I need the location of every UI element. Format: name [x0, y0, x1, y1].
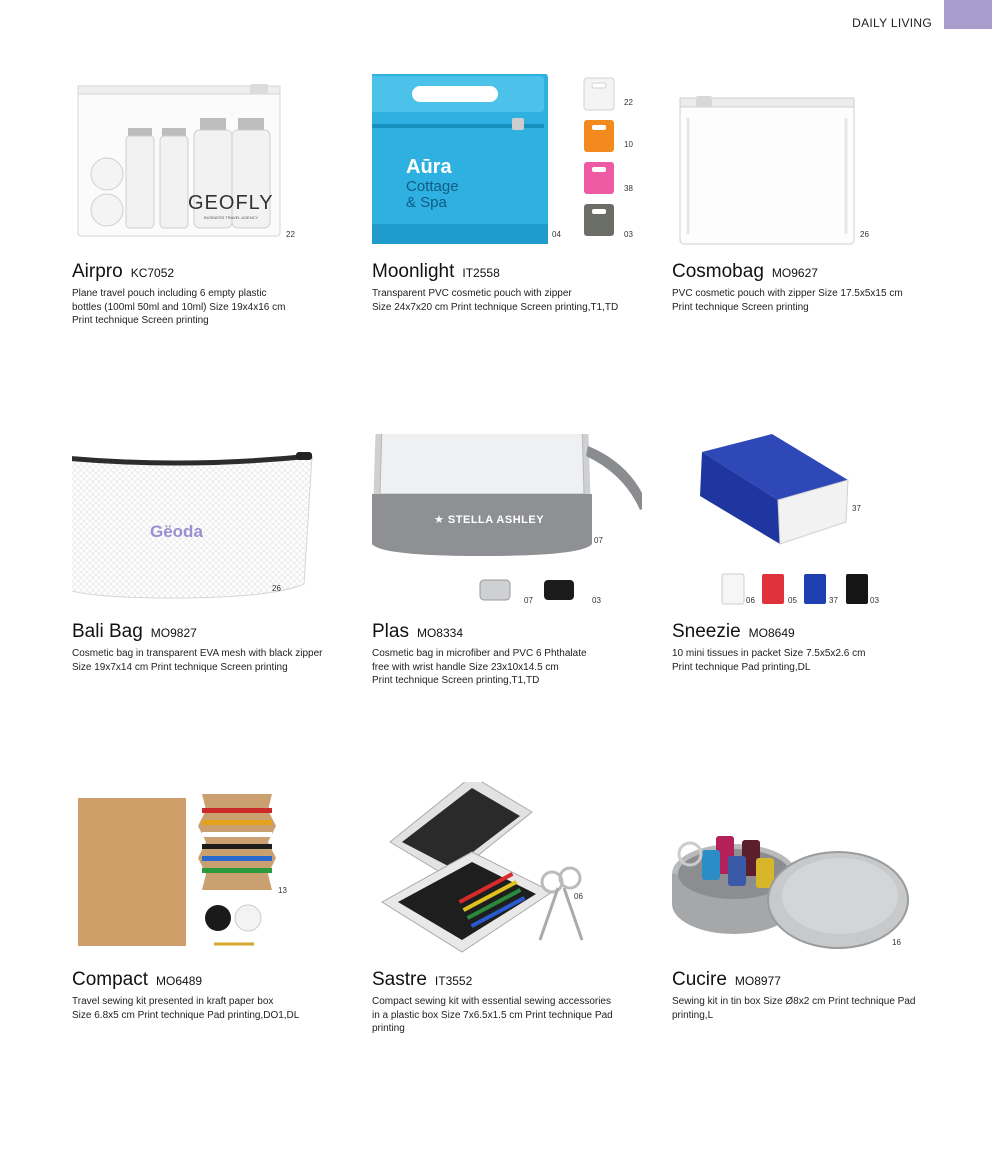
- product-description: [372, 647, 634, 688]
- product-image: [672, 74, 942, 254]
- star-icon: ★: [434, 514, 448, 526]
- desc-line: Transparent PVC cosmetic pouch with zipper: [372, 288, 572, 299]
- desc-line: Sewing kit in tin box Size Ø8x2 cm Print technique Pad: [672, 996, 916, 1007]
- sewing-kit-illustration: [72, 782, 342, 962]
- print-logo-text: STELLA ASHLEY: [447, 514, 545, 526]
- color-code: 22: [286, 230, 295, 239]
- product-title: [72, 262, 342, 283]
- color-code: 13: [278, 886, 287, 895]
- desc-line: free with wrist handle Size 23x10x14.5 cm: [372, 661, 559, 673]
- product-airpro[interactable]: [72, 74, 342, 328]
- print-logo: Gëoda: [150, 522, 203, 541]
- product-name: Airpro: [72, 261, 123, 282]
- product-title: [372, 970, 642, 991]
- product-code: MO8649: [748, 626, 795, 640]
- product-description: [72, 647, 334, 674]
- product-description: [672, 647, 934, 674]
- print-logo-sub: BUSINESS TRAVEL AGENCY: [204, 215, 259, 220]
- product-name: Bali Bag: [72, 621, 143, 642]
- color-code: 06: [574, 892, 583, 901]
- desc-line: Print technique Screen printing,T1,TD: [372, 675, 540, 686]
- desc-line: bottles (100ml 50ml and 10ml) Size 19x4x16 cm: [72, 301, 286, 313]
- color-code: 10: [624, 140, 633, 149]
- desc-line: Size 24x7x20 cm Print technique Screen printing,T1,TD: [372, 301, 619, 313]
- print-logo: [434, 513, 544, 526]
- product-code: MO9827: [150, 626, 197, 640]
- color-code: 07: [524, 596, 533, 605]
- product-description: [72, 287, 334, 328]
- desc-line: in a plastic box Size 7x6.5x1.5 cm Print technique Pad: [372, 1009, 613, 1021]
- product-title: [672, 262, 942, 283]
- desc-line: Print technique Screen printing: [672, 301, 809, 313]
- color-code: 37: [852, 504, 861, 513]
- color-code: 38: [624, 184, 633, 193]
- product-name: Compact: [72, 969, 149, 990]
- product-name: Plas: [372, 621, 409, 642]
- desc-line: Size 6.8x5 cm Print technique Pad printing,DO1,DL: [72, 1009, 300, 1021]
- desc-line: Size 19x7x14 cm Print technique Screen printing: [72, 661, 288, 673]
- desc-line: Print technique Screen printing: [72, 315, 209, 326]
- product-image: [672, 782, 942, 962]
- desc-line: Print technique Pad printing,DL: [672, 661, 811, 673]
- product-title: [72, 970, 342, 991]
- product-code: MO9627: [771, 266, 818, 280]
- product-code: IT2558: [462, 266, 500, 280]
- tissue-packet-illustration: [672, 434, 942, 614]
- product-title: [672, 622, 942, 643]
- desc-line: 10 mini tissues in packet Size 7.5x5x2.6 cm: [672, 648, 866, 659]
- product-description: [72, 995, 334, 1022]
- color-code: 05: [788, 596, 797, 605]
- product-description: [372, 287, 634, 314]
- color-code: 04: [552, 230, 561, 239]
- product-title: [372, 262, 642, 283]
- product-code: IT3552: [434, 974, 473, 988]
- color-code: 07: [594, 536, 603, 545]
- product-description: [372, 995, 634, 1036]
- product-image: [372, 434, 642, 614]
- section-tab: [944, 0, 992, 29]
- color-code: 06: [746, 596, 755, 605]
- print-logo: GEOFLY: [188, 192, 274, 214]
- product-name: Cucire: [672, 969, 727, 990]
- product-moonlight[interactable]: [372, 74, 642, 314]
- product-image: [372, 782, 642, 962]
- product-description: [672, 287, 934, 314]
- product-image: [72, 434, 342, 614]
- product-code: MO6489: [156, 974, 203, 988]
- desc-line: Cosmetic bag in transparent EVA mesh with black zipper: [72, 648, 323, 659]
- desc-line: Cosmetic bag in microfiber and PVC 6 Phthalate: [372, 648, 587, 659]
- print-logo-line: Aūra: [406, 156, 452, 178]
- color-code: 37: [829, 596, 838, 605]
- product-compact[interactable]: [72, 782, 342, 1022]
- sewing-box-illustration: [372, 782, 642, 962]
- desc-line: printing: [372, 1023, 405, 1034]
- product-plas[interactable]: [372, 434, 642, 688]
- color-code: 22: [624, 98, 633, 107]
- clear-pouch-illustration: [672, 74, 942, 254]
- product-title: [672, 970, 942, 991]
- product-description: [672, 995, 934, 1022]
- color-code: 16: [892, 938, 901, 947]
- section-label: DAILY LIVING: [852, 16, 932, 30]
- product-title: [72, 622, 342, 643]
- product-image: [72, 74, 342, 254]
- product-cucire[interactable]: [672, 782, 942, 1022]
- product-cosmobag[interactable]: [672, 74, 942, 314]
- desc-line: Travel sewing kit presented in kraft paper box: [72, 996, 274, 1007]
- print-logo-line: & Spa: [406, 194, 447, 211]
- product-code: MO8334: [416, 626, 463, 640]
- product-image: [72, 782, 342, 962]
- product-name: Sneezie: [672, 621, 741, 642]
- product-title: [372, 622, 642, 643]
- desc-line: printing,L: [672, 1009, 714, 1021]
- tin-box-illustration: [672, 782, 942, 962]
- product-code: KC7052: [130, 266, 175, 280]
- product-sneezie[interactable]: [672, 434, 942, 674]
- product-sastre[interactable]: [372, 782, 642, 1036]
- color-code: 26: [272, 584, 281, 593]
- product-code: MO8977: [734, 974, 781, 988]
- desc-line: Plane travel pouch including 6 empty plastic: [72, 288, 267, 299]
- product-name: Cosmobag: [672, 261, 764, 282]
- color-code: 26: [860, 230, 869, 239]
- color-code: 03: [592, 596, 601, 605]
- color-code: 03: [624, 230, 633, 239]
- color-code: 03: [870, 596, 879, 605]
- desc-line: Compact sewing kit with essential sewing accessories: [372, 996, 611, 1007]
- desc-line: PVC cosmetic pouch with zipper Size 17.5x5x15 cm: [672, 288, 903, 299]
- product-bali-bag[interactable]: [72, 434, 342, 674]
- product-image: [672, 434, 942, 614]
- mesh-bag-illustration: [72, 434, 342, 614]
- product-name: Moonlight: [372, 261, 455, 282]
- product-image: [372, 74, 642, 254]
- product-name: Sastre: [372, 969, 427, 990]
- print-logo-line: Cottage: [406, 178, 459, 195]
- travel-pouch-illustration: [72, 74, 342, 254]
